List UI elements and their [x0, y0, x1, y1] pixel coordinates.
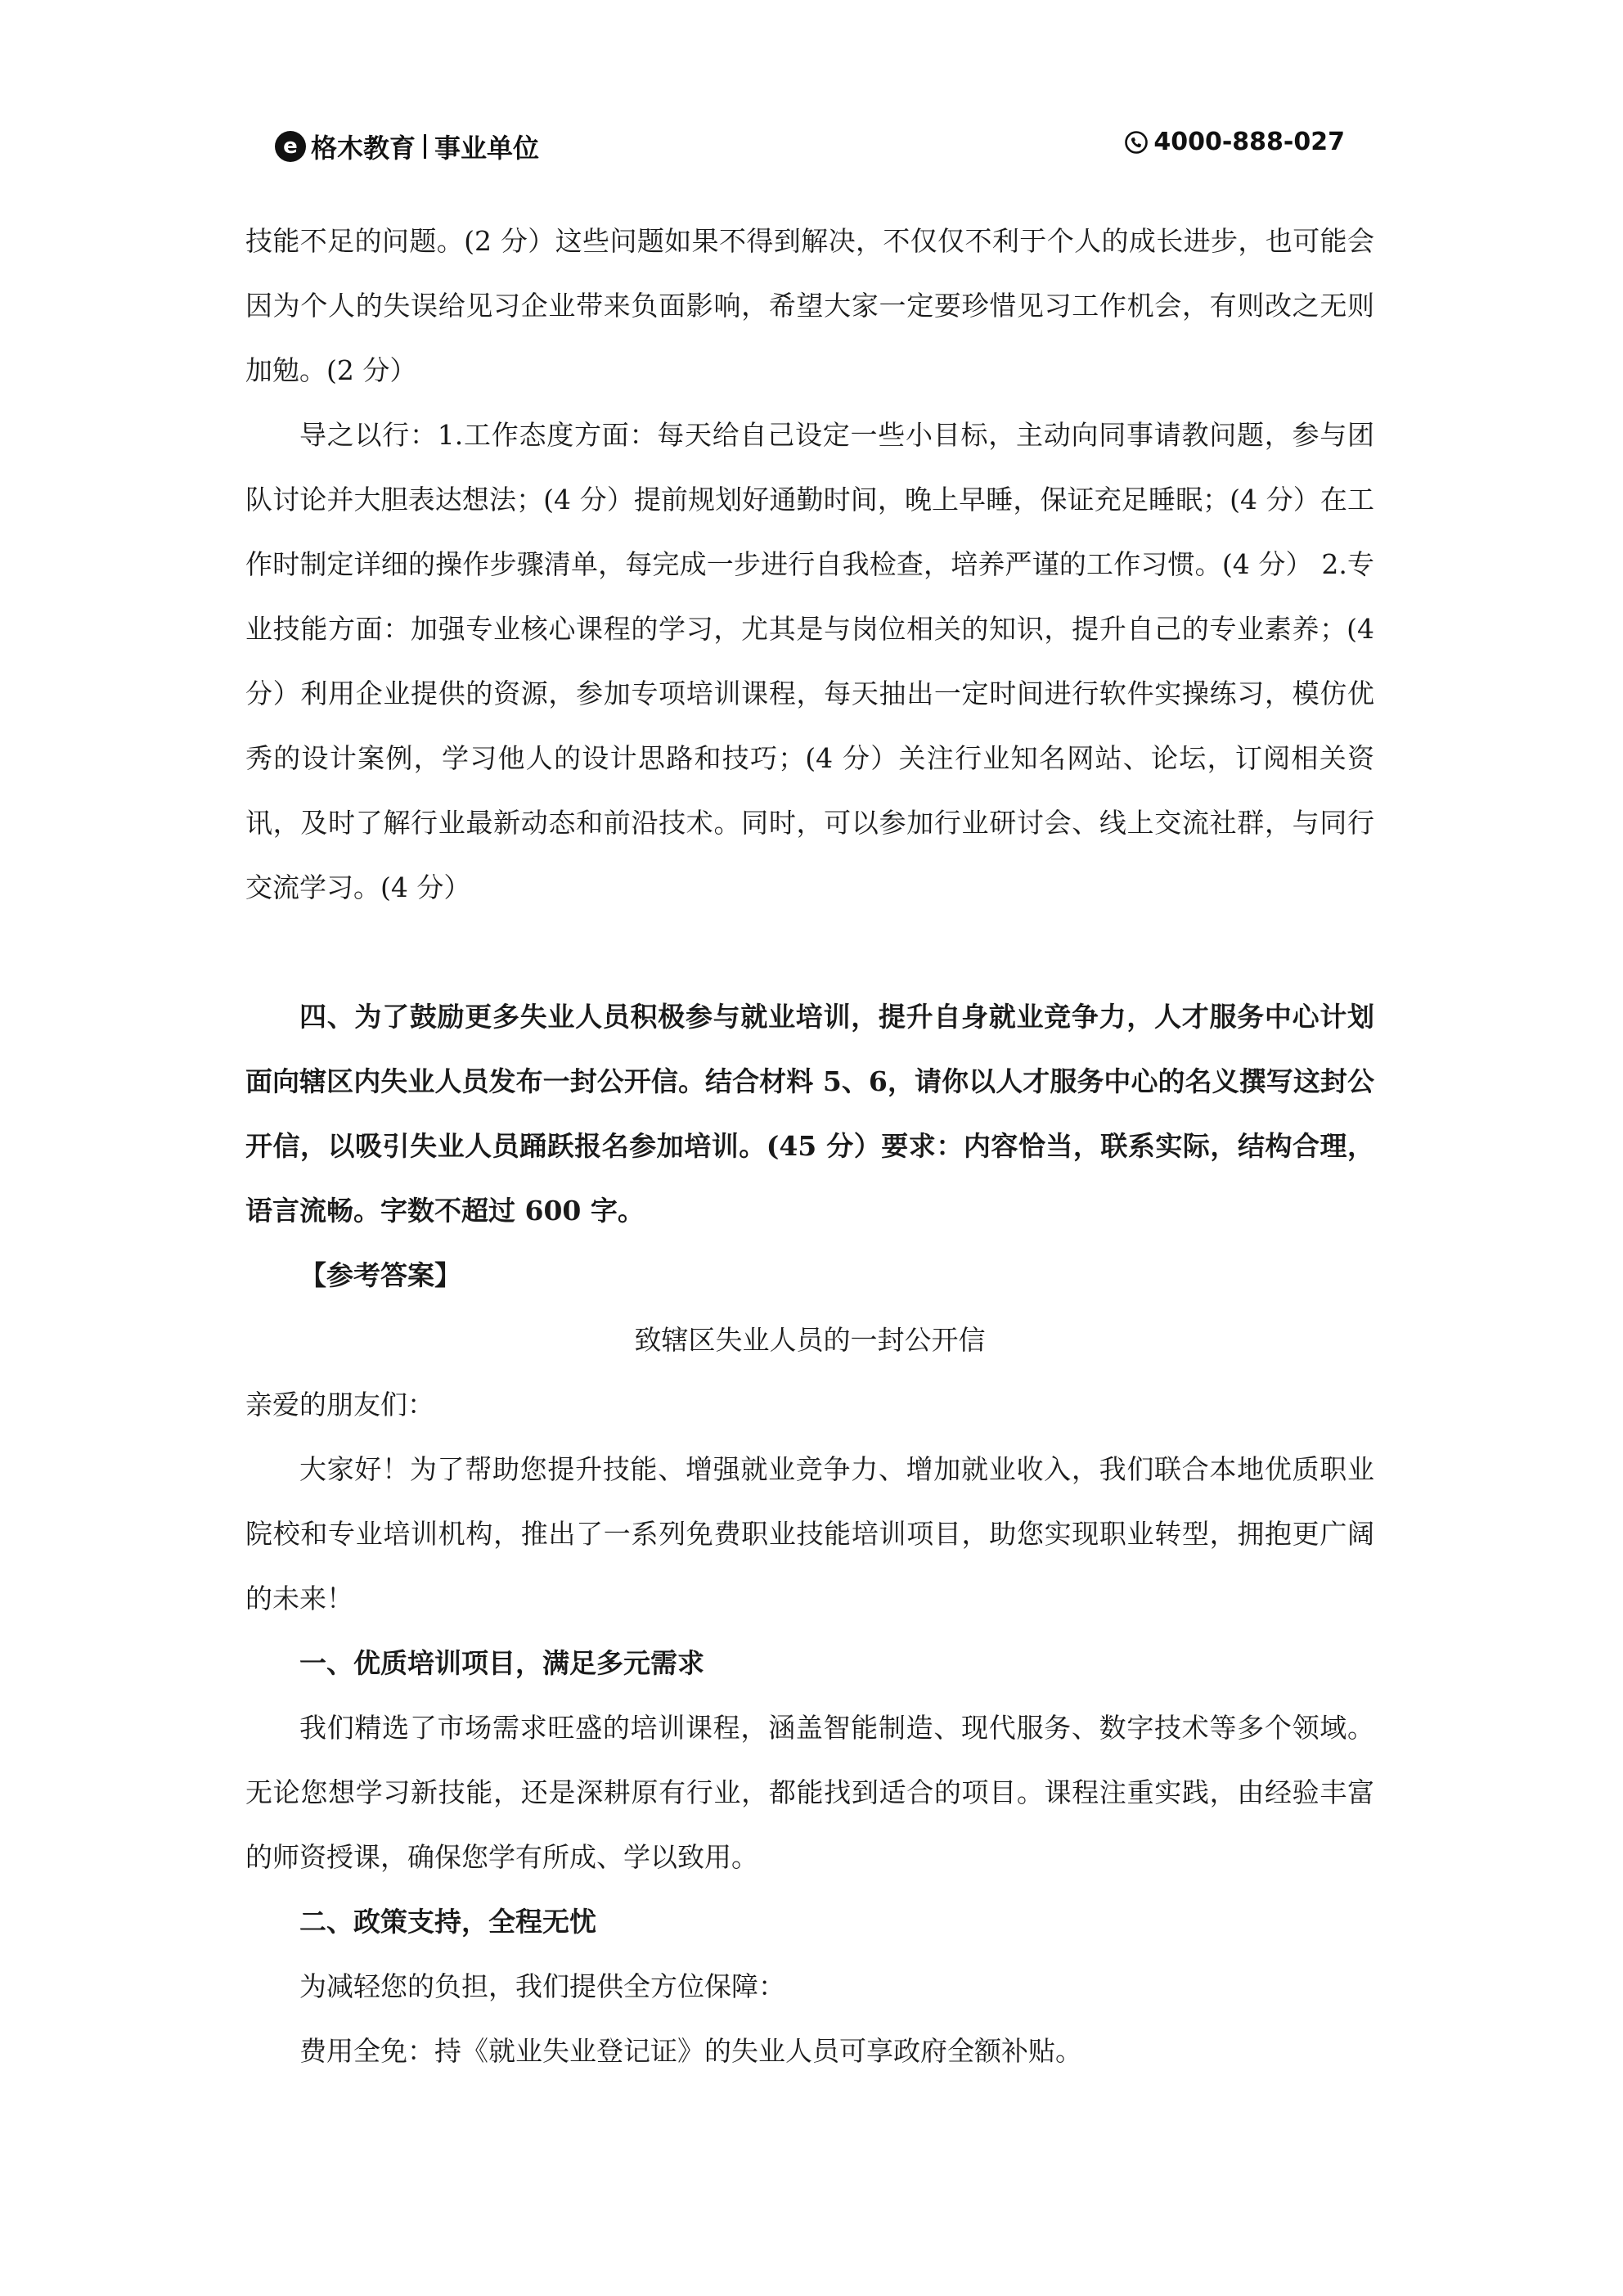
letter-title: 致辖区失业人员的一封公开信	[634, 1324, 986, 1356]
paragraph-continuation: 技能不足的问题。(2 分）这些问题如果不得到解决，不仅仅不利于个人的成长进步，也可能会因为个人的失误给见习企业带来负面影响，希望大家一定要珍惜见习工作机会，有则改之无则加勉。(2 分）	[245, 225, 1374, 386]
section-heading-2: 二、政策支持，全程无忧	[299, 1906, 596, 1938]
question-four: 四、为了鼓励更多失业人员积极参与就业培训，提升自身就业竞争力，人才服务中心计划面向辖区内失业人员发布一封公开信。结合材料 5、6，请你以人才服务中心的名义撰写这封公开信，以吸引失业人员踊跃报名参加培训。(45 分）要求：内容恰当，联系实际，结构合理，语言流畅。字数不超过 600 字。	[245, 1001, 1374, 1227]
section-2-intro: 为减轻您的负担，我们提供全方位保障：	[299, 1970, 785, 2002]
document-body	[245, 209, 1374, 2083]
hotline	[1124, 128, 1345, 156]
brand-divider	[424, 134, 426, 159]
section-2-item-1: 费用全免：持《就业失业登记证》的失业人员可享政府全额补贴。	[299, 2035, 1082, 2067]
letter-salutation: 亲爱的朋友们：	[245, 1389, 434, 1420]
spacer	[245, 920, 1374, 984]
phone-icon	[1124, 130, 1149, 155]
brand-logo-icon: e	[275, 131, 306, 162]
letter-intro: 大家好！为了帮助您提升技能、增强就业竞争力、增加就业收入，我们联合本地优质职业院校和专业培训机构，推出了一系列免费职业技能培训项目，助您实现职业转型，拥抱更广阔的未来！	[245, 1453, 1374, 1614]
section-1-body: 我们精选了市场需求旺盛的培训课程，涵盖智能制造、现代服务、数字技术等多个领域。无论您想学习新技能，还是深耕原有行业，都能找到适合的项目。课程注重实践，由经验丰富的师资授课，确保您学有所成、学以致用。	[245, 1712, 1374, 1873]
brand-name: 格木教育	[311, 133, 416, 164]
brand	[275, 128, 539, 165]
brand-division: 事业单位	[434, 133, 540, 164]
answer-label: 【参考答案】	[299, 1259, 461, 1291]
hotline-number: 4000-888-027	[1153, 128, 1345, 156]
page-header	[245, 123, 1374, 172]
section-heading-1: 一、优质培训项目，满足多元需求	[299, 1647, 704, 1679]
paragraph-guidance: 导之以行：1.工作态度方面：每天给自己设定一些小目标，主动向同事请教问题，参与团队讨论并大胆表达想法；(4 分）提前规划好通勤时间，晚上早睡，保证充足睡眠；(4 分）在工作时制定详细的操作步骤清单，每完成一步进行自我检查，培养严谨的工作习惯。(4 分） 2.专业技能方面：加强专业核心课程的学习，尤其是与岗位相关的知识，提升自己的专业素养；(4 分）利用企业提供的资源，参加专项培训课程，每天抽出一定时间进行软件实操练习，模仿优秀的设计案例，学习他人的设计思路和技巧；(4 分）关注行业知名网站、论坛，订阅相关资讯，及时了解行业最新动态和前沿技术。同时，可以参加行业研讨会、线上交流社群，与同行交流学习。(4 分）	[245, 419, 1374, 903]
